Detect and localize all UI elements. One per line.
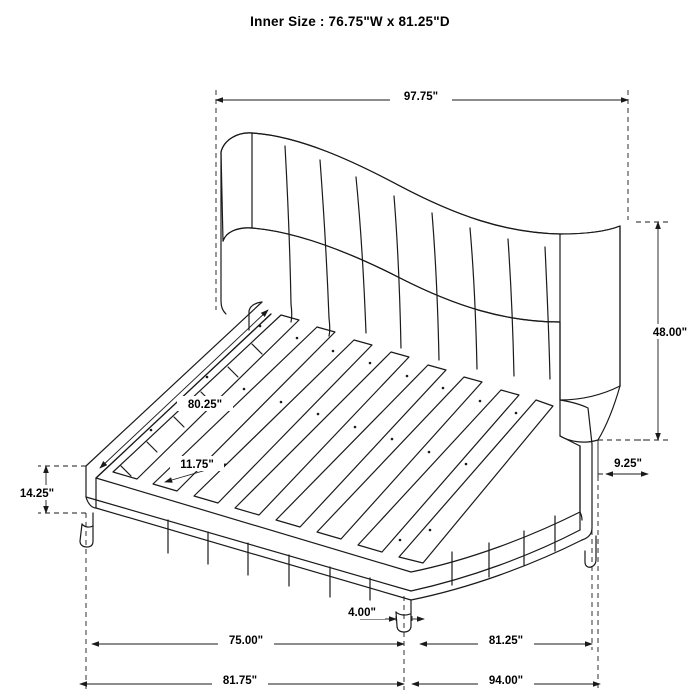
label-leg-height: 9.25" [614, 458, 642, 470]
label-headboard-height: 48.00" [652, 327, 688, 339]
bed-legs [80, 513, 596, 632]
label-rail-length: 80.25" [187, 399, 223, 411]
label-slat-spacing: 11.75" [180, 459, 214, 471]
bed-frame [86, 302, 592, 600]
label-footboard-height: 14.25" [19, 488, 55, 500]
page-title: Inner Size : 76.75"W x 81.25"D [250, 14, 450, 29]
label-outer-left: 81.75" [222, 675, 258, 687]
label-leg-width: 4.00" [348, 607, 376, 619]
label-bottom-right-span: 81.25" [488, 635, 524, 647]
label-outer-right: 94.00" [488, 675, 524, 687]
label-headboard-width: 97.75" [403, 91, 439, 103]
label-bottom-left-span: 75.00" [228, 635, 264, 647]
headboard-shape [221, 133, 620, 442]
